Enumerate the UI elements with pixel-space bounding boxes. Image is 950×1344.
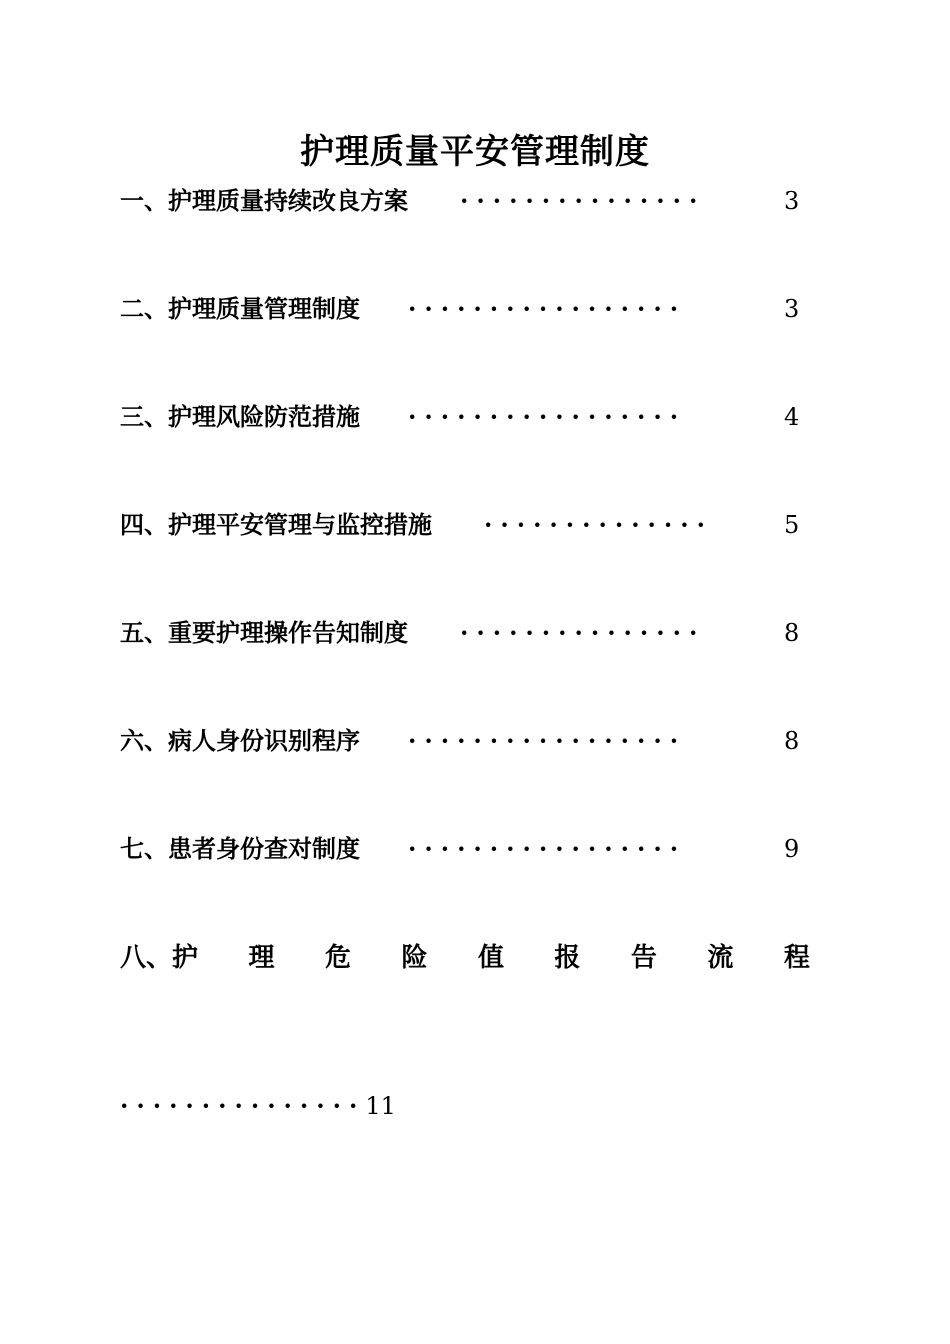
toc-entry-6 — [120, 723, 810, 759]
toc-entry-8-continuation — [120, 1088, 396, 1124]
toc-entry-5 — [120, 615, 810, 651]
toc-entry-8-label — [120, 938, 810, 978]
toc-entry-label: 三、护理风险防范措施 — [120, 402, 360, 431]
toc-entry-8-char: 八、护 — [120, 943, 199, 973]
toc-entry-label: 五、重要护理操作告知制度 — [120, 618, 408, 647]
toc-entry-3 — [120, 399, 810, 435]
toc-leader-dots: ················· — [408, 402, 687, 431]
toc-page-number: 3 — [784, 295, 800, 323]
toc-entry-label: 一、护理质量持续改良方案 — [120, 186, 408, 215]
toc-entry-8-char: 程 — [783, 943, 810, 973]
toc-leader-dots: ··············· — [460, 186, 706, 215]
toc-page-number: 5 — [784, 511, 800, 539]
page-title: 护理质量平安管理制度 — [300, 132, 650, 172]
toc-entry-8-char: 报 — [554, 943, 581, 973]
toc-entry-2 — [120, 291, 810, 327]
toc-entry-4 — [120, 507, 810, 543]
toc-entry-7 — [120, 831, 810, 867]
toc-entry-label: 六、病人身份识别程序 — [120, 726, 360, 755]
toc-leader-dots: ··············· — [460, 618, 706, 647]
toc-entry-8-char: 危 — [324, 943, 351, 973]
toc-entry-1 — [120, 183, 810, 219]
toc-page-number: 11 — [365, 1092, 396, 1120]
toc-entry-label: 四、护理平安管理与监控措施 — [120, 510, 432, 539]
toc-entry-8-char: 流 — [707, 943, 734, 973]
toc-page-number: 9 — [784, 835, 800, 863]
toc-entry-label: 七、患者身份查对制度 — [120, 834, 360, 863]
toc-entry-8-char: 值 — [477, 943, 504, 973]
toc-leader-dots: ··············· — [120, 1091, 366, 1120]
toc-page-number: 8 — [784, 727, 800, 755]
toc-leader-dots: ················· — [408, 726, 687, 755]
toc-leader-dots: ·············· — [484, 510, 713, 539]
toc-entry-label: 二、护理质量管理制度 — [120, 294, 360, 323]
toc-page-number: 8 — [784, 619, 800, 647]
toc-page-number: 4 — [784, 403, 800, 431]
toc-page-number: 3 — [784, 187, 800, 215]
toc-leader-dots: ················· — [408, 294, 687, 323]
toc-entry-8-char: 告 — [630, 943, 657, 973]
toc-leader-dots: ················· — [408, 834, 687, 863]
toc-entry-8-char: 理 — [248, 943, 275, 973]
toc-entry-8-char: 险 — [401, 943, 428, 973]
